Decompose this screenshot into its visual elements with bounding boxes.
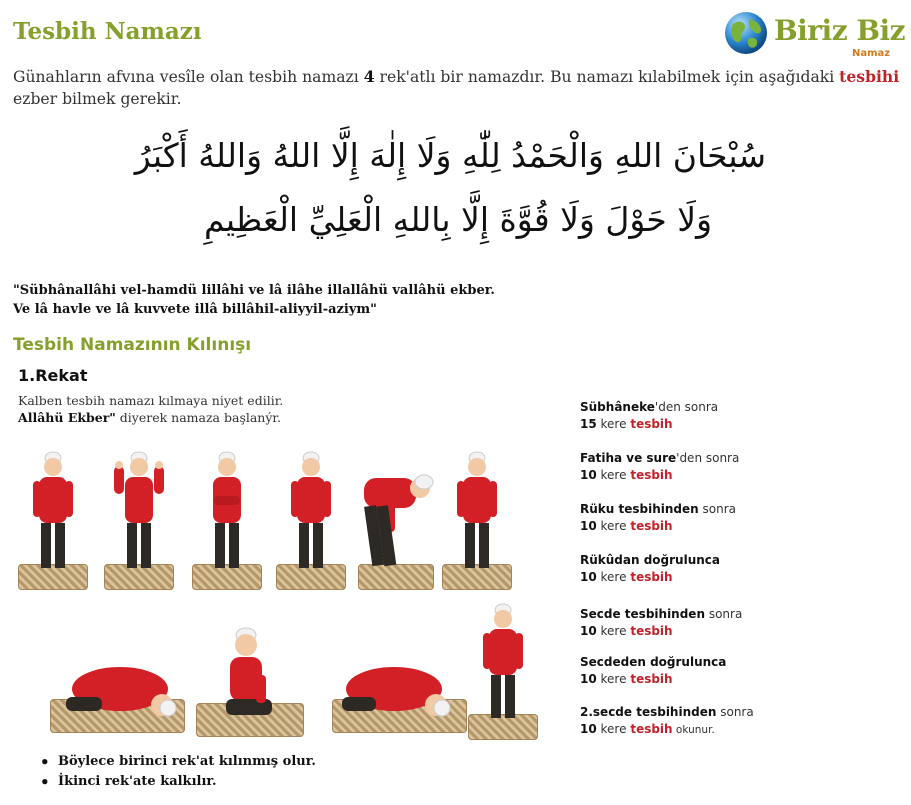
step-title: Secde tesbihinden	[580, 607, 705, 621]
child-figure	[18, 448, 88, 588]
step-count: 15	[580, 417, 597, 431]
pose-celse	[196, 625, 304, 740]
step-tail: okunur.	[672, 724, 715, 736]
pose-kavme	[442, 448, 512, 593]
logo-brand: Biriz Biz	[774, 14, 906, 47]
rekat-count: 4	[363, 67, 375, 86]
child-figure	[104, 448, 174, 588]
step-item	[580, 501, 736, 535]
desc-line-1: Kalben tesbih namazı kılmaya niyet edilir.	[18, 393, 284, 408]
section-title: Tesbih Namazının Kılınışı	[13, 335, 252, 355]
step-title: Rüku tesbihinden	[580, 502, 699, 516]
logo-subtitle: Namaz	[852, 48, 891, 59]
step-item	[580, 399, 718, 433]
intro-text-1: Günahların afvına vesîle olan tesbih namazı	[13, 68, 364, 86]
step-title: Secdeden doğrulunca	[580, 655, 727, 669]
pose-kiyam	[192, 448, 262, 593]
step-title: Rükûdan doğrulunca	[580, 553, 721, 567]
step-kere: kere	[600, 468, 627, 482]
site-logo[interactable]	[724, 10, 906, 62]
rekat-title: 1.Rekat	[18, 366, 88, 385]
pose-secde-2	[332, 655, 467, 740]
step-count: 10	[580, 672, 597, 686]
child-figure	[468, 600, 538, 740]
child-figure	[50, 655, 185, 735]
step-item	[580, 552, 720, 586]
step-title: Fatiha ve sure	[580, 451, 677, 465]
step-tesbih: tesbih	[630, 519, 673, 533]
step-item	[580, 606, 742, 640]
globe-icon	[724, 11, 768, 55]
step-item	[580, 704, 754, 739]
step-item	[580, 450, 739, 484]
child-figure	[276, 448, 346, 588]
translit-line-1: "Sübhânallâhi vel-hamdü lillâhi ve lâ ilâhe illallâhü vallâhü ekber.	[13, 283, 495, 298]
pose-tekbir	[104, 448, 174, 593]
desc-bold: Allâhü Ekber"	[18, 410, 116, 425]
step-count: 10	[580, 468, 597, 482]
step-kere: kere	[600, 417, 627, 431]
step-tesbih: tesbih	[630, 672, 673, 686]
arabic-line-2: وَلَا حَوْلَ وَلَا قُوَّةَ إِلَّا بِاللهِ الْعَلِيِّ الْعَظِيمِ	[203, 200, 713, 239]
child-figure	[196, 625, 304, 735]
pose-standing	[276, 448, 346, 593]
intro-text-3: ezber bilmek gerekir.	[13, 90, 182, 108]
arabic-tesbih	[134, 124, 766, 274]
step-count: 10	[580, 570, 597, 584]
list-item: • İkinci rek'ate kalkılır.	[38, 772, 316, 792]
step-title: Sübhâneke	[580, 400, 655, 414]
step-kere: kere	[600, 672, 627, 686]
step-title-rest: sonra	[698, 502, 736, 516]
step-tesbih: tesbih	[630, 468, 673, 482]
step-kere: kere	[600, 624, 627, 638]
step-kere: kere	[600, 519, 627, 533]
rekat-description	[18, 392, 283, 426]
step-kere: kere	[600, 570, 627, 584]
step-title-rest: 'den sonra	[654, 400, 719, 414]
pose-standing-niyet	[18, 448, 88, 593]
step-count: 10	[580, 624, 597, 638]
summary-list	[38, 752, 316, 792]
desc-rest: diyerek namaza başlanýr.	[115, 410, 281, 425]
step-count: 10	[580, 519, 597, 533]
child-figure	[192, 448, 262, 588]
transliteration	[13, 281, 495, 319]
step-count: 10	[580, 722, 597, 736]
step-title-rest: sonra	[716, 705, 754, 719]
child-figure	[356, 472, 436, 588]
intro-text-2: rek'atlı bir namazdır. Bu namazı kılabilmek için aşağıdaki	[374, 68, 840, 86]
step-tesbih: tesbih	[630, 624, 673, 638]
intro-paragraph	[13, 66, 903, 110]
step-item	[580, 654, 726, 688]
step-title: 2.secde tesbihinden	[580, 705, 717, 719]
child-figure	[332, 655, 467, 735]
step-tesbih: tesbih	[630, 417, 673, 431]
intro-highlight: tesbihi	[839, 67, 900, 86]
translit-line-2: Ve lâ havle ve lâ kuvvete illâ billâhil-aliyyil-aziym"	[13, 302, 377, 317]
step-title-rest: 'den sonra	[676, 451, 740, 465]
arabic-line-1: سُبْحَانَ اللهِ وَالْحَمْدُ لِلّٰهِ وَلَا إِلٰهَ إِلَّا اللهُ وَاللهُ أَكْبَرُ	[134, 136, 766, 175]
child-figure	[442, 448, 512, 588]
pose-ruku	[356, 472, 436, 593]
step-kere: kere	[600, 722, 627, 736]
page-title: Tesbih Namazı	[13, 18, 202, 45]
step-title-rest: sonra	[705, 607, 743, 621]
pose-kalkis	[468, 600, 538, 743]
list-item: • Böylece birinci rek'at kılınmış olur.	[38, 752, 316, 772]
step-tesbih: tesbih	[630, 722, 673, 736]
pose-secde-1	[50, 655, 185, 740]
step-tesbih: tesbih	[630, 570, 673, 584]
